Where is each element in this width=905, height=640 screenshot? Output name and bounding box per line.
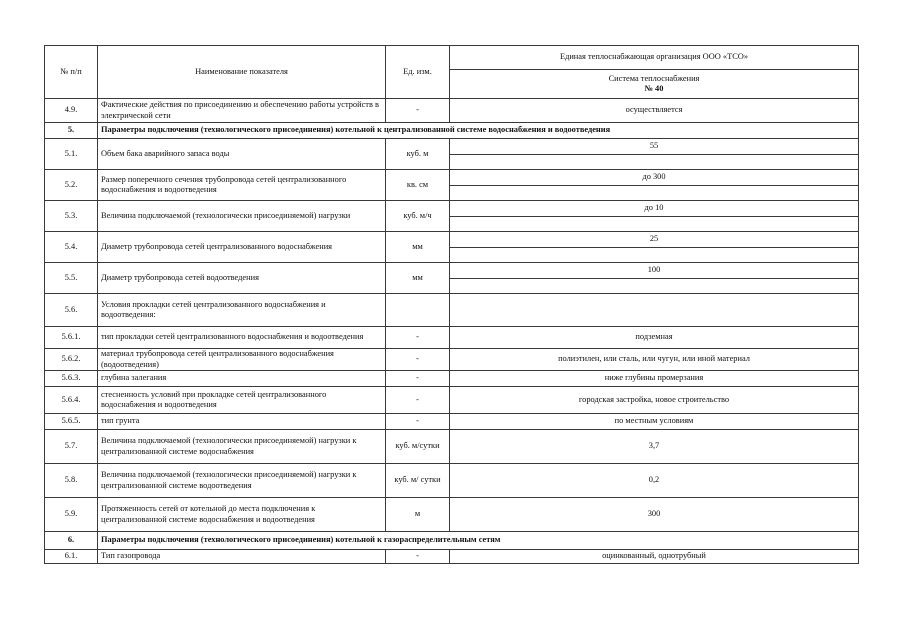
row-value: до 300 [450,170,859,186]
row-number: 5.6. [45,294,98,327]
row-unit: куб. м/сутки [386,430,450,464]
row-unit: куб. м/ сутки [386,464,450,498]
header-system-number: № 40 [644,84,664,93]
row-number: 5.6.2. [45,349,98,371]
row-value: по местным условиям [450,414,859,430]
row-name: тип прокладки сетей централизованного водоснабжения и водоотведения [98,327,386,349]
row-number: 5.3. [45,201,98,232]
section-number: 5. [45,123,98,139]
table-row [45,498,859,532]
table-row [45,387,859,414]
row-value: подземная [450,327,859,349]
row-name: Диаметр трубопровода сетей водоотведения [98,263,386,294]
table-row [45,414,859,430]
row-value-empty [450,155,859,170]
row-name: материал трубопровода сетей централизованного водоснабжения (водоотведения) [98,349,386,371]
row-value: 25 [450,232,859,248]
table-row [45,232,859,248]
row-name: Условия прокладки сетей централизованного водоснабжения и водоотведения: [98,294,386,327]
row-value: 100 [450,263,859,279]
row-name: глубина залегания [98,371,386,387]
table-row [45,349,859,371]
row-value-empty [450,279,859,294]
row-unit: - [386,327,450,349]
row-value [450,294,859,327]
row-number: 5.5. [45,263,98,294]
table-row [45,294,859,327]
header-col-unit: Ед. изм. [386,46,450,99]
row-number: 5.6.3. [45,371,98,387]
row-value: 3,7 [450,430,859,464]
row-unit: куб. м [386,139,450,170]
row-name: Величина подключаемой (технологически присоединяемой) нагрузки к централизованной системе водоотведения [98,464,386,498]
table-row [45,464,859,498]
table-row [45,170,859,186]
table-row [45,327,859,349]
row-number: 6.1. [45,550,98,564]
row-unit: мм [386,232,450,263]
row-value: полиэтилен, или сталь, или чугун, или иной материал [450,349,859,371]
row-name: Протяженность сетей от котельной до места подключения к централизованной системе водоснабжения и водоотведения [98,498,386,532]
table-row [45,430,859,464]
header-col-name: Наименование показателя [98,46,386,99]
parameters-table [44,45,859,564]
row-value: осуществляется [450,99,859,123]
row-value: до 10 [450,201,859,217]
section-row [45,123,859,139]
row-number: 5.6.1. [45,327,98,349]
row-name: Объем бака аварийного запаса воды [98,139,386,170]
row-value-empty [450,186,859,201]
row-name: Величина подключаемой (технологически присоединяемой) нагрузки [98,201,386,232]
row-name: Диаметр трубопровода сетей централизованного водоснабжения [98,232,386,263]
row-name: Размер поперечного сечения трубопровода сетей централизованного водоснабжения и водоотведения [98,170,386,201]
header-system [450,70,859,99]
row-unit: - [386,99,450,123]
row-value: 0,2 [450,464,859,498]
table-body [45,46,859,564]
row-unit: - [386,550,450,564]
section-title: Параметры подключения (технологического присоединения) котельной к централизованной системе водоснабжения и водоотведения [98,123,859,139]
table-row [45,550,859,564]
row-unit: - [386,349,450,371]
header-org: Единая теплоснабжающая организация ООО «ТСО» [450,46,859,70]
row-unit: м [386,498,450,532]
header-row [45,46,859,70]
row-number: 5.2. [45,170,98,201]
table-row [45,371,859,387]
row-number: 4.9. [45,99,98,123]
row-value: 300 [450,498,859,532]
row-number: 5.6.4. [45,387,98,414]
header-system-label: Система теплоснабжения [608,73,700,83]
row-unit: кв. см [386,170,450,201]
row-unit: - [386,414,450,430]
table-row [45,99,859,123]
table-row [45,263,859,279]
row-name: стесненность условий при прокладке сетей централизованного водоснабжения и водоотведения [98,387,386,414]
row-unit: куб. м/ч [386,201,450,232]
row-unit: - [386,387,450,414]
row-value: оцинкованный, однотрубный [450,550,859,564]
row-value: городская застройка, новое строительство [450,387,859,414]
section-number: 6. [45,532,98,550]
row-number: 5.7. [45,430,98,464]
row-value: 55 [450,139,859,155]
row-name: тип грунта [98,414,386,430]
section-title: Параметры подключения (технологического присоединения) котельной к газораспределительным сетям [98,532,859,550]
row-unit: - [386,371,450,387]
row-value-empty [450,217,859,232]
row-value: ниже глубины промерзания [450,371,859,387]
table-row [45,139,859,155]
row-number: 5.4. [45,232,98,263]
row-number: 5.1. [45,139,98,170]
header-col-num: № п/п [45,46,98,99]
row-number: 5.8. [45,464,98,498]
row-unit: мм [386,263,450,294]
row-number: 5.9. [45,498,98,532]
row-name: Тип газопровода [98,550,386,564]
row-name: Величина подключаемой (технологически присоединяемой) нагрузки к централизованной системе водоснабжения [98,430,386,464]
row-unit [386,294,450,327]
row-name: Фактические действия по присоединению и обеспечению работы устройств в электрической сети [98,99,386,123]
table-row [45,201,859,217]
row-value-empty [450,248,859,263]
section-row [45,532,859,550]
row-number: 5.6.5. [45,414,98,430]
